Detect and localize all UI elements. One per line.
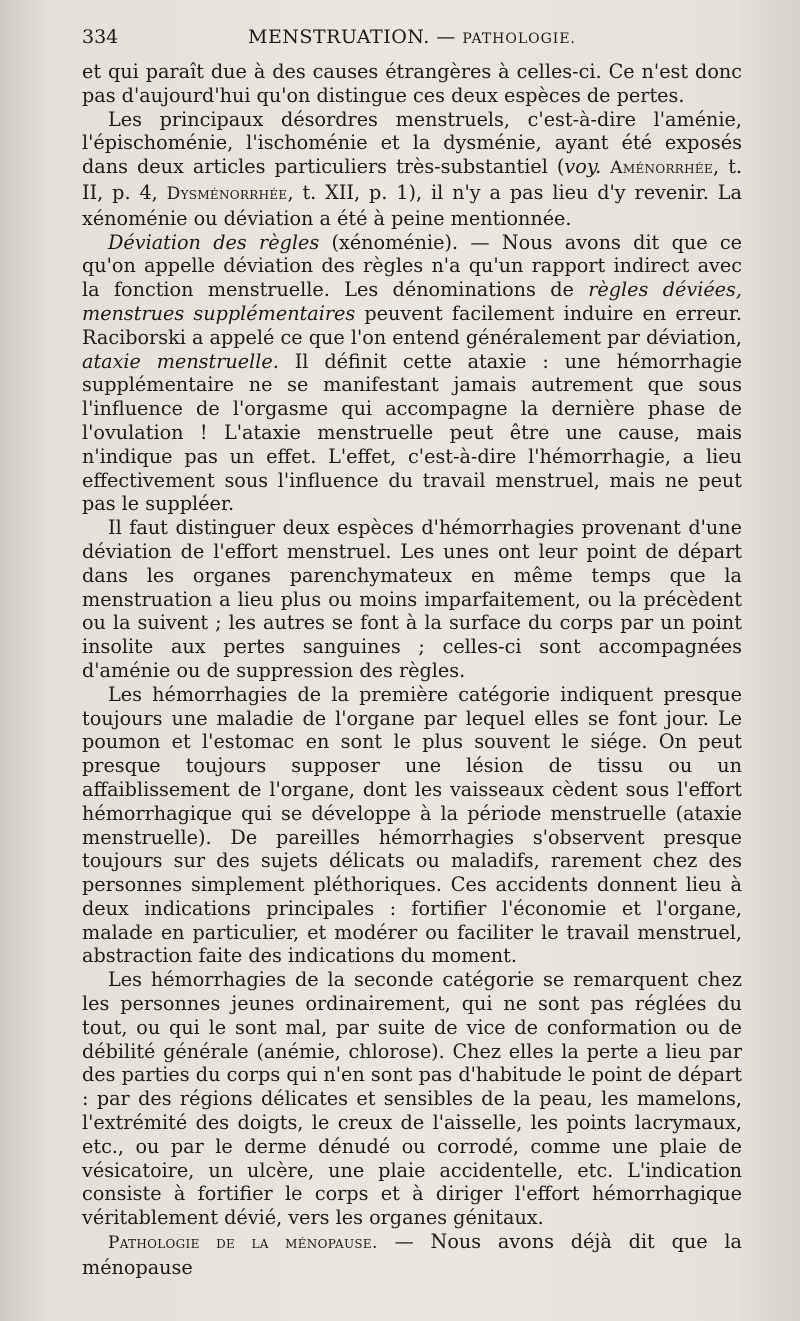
page-number: 334: [82, 26, 119, 48]
paragraph-3-italic-2: ataxie menstruelle.: [82, 349, 279, 373]
paragraph-1: [82, 60, 742, 108]
paragraph-4: [82, 516, 742, 683]
paragraph-3-title: Déviation des règles: [108, 230, 320, 254]
paragraph-3-italic-1: règles déviées, menstrues supplémentaires: [82, 278, 742, 325]
paragraph-5-text: Les hémorrhagies de la première catégorie indiquent presque toujours une maladie de l'organe par lequel elles se font jour. Le poumon et l'estomac en sont le plus souvent le siége. On peut presque toujours supposer une lésion de tissu ou un affaiblissement de l'organe, dont les vaisseaux cèdent sous l'effort hémorrhagique qui se développe à la période menstruelle (ataxie menstruelle). De pareilles hémorrhagies s'observent presque toujours sur des sujets délicats ou maladifs, rarement chez des personnes simplement pléthoriques. Ces accidents donnent lieu à deux indications principales : fortifier l'économie et l'organe, malade en particulier, et modérer ou faciliter le travail menstruel, abstraction faite des indications du moment.: [82, 682, 742, 968]
paragraph-4-text: Il faut distinguer deux espèces d'hémorrhagies provenant d'une déviation de l'effort menstruel. Les unes ont leur point de départ dans les organes parenchymateux en même temps que la menstruation a lieu plus ou moins imparfaitement, ou la précèdent ou la suivent ; les autres se font à la surface du corps par un point insolite aux pertes sanguines ; celles-ci sont accompagnées d'aménie ou de suppression des règles.: [82, 516, 742, 682]
paragraph-2-space: [601, 155, 610, 178]
paragraph-2-text-d: , t. XII, p. 1), il n'y a pas lieu d'y revenir. La xénoménie ou déviation a été à peine mentionnée.: [82, 180, 742, 230]
paragraph-7-title: Pathologie de la ménopause.: [108, 1233, 378, 1254]
paragraph-2-text-c: , t. II, p. 4,: [82, 155, 743, 204]
paragraph-2: [82, 108, 742, 231]
paragraph-2-voy: voy.: [564, 155, 602, 179]
paragraph-7: [82, 1230, 742, 1280]
page-header: [82, 22, 742, 52]
paragraph-1-text: et qui paraît due à des causes étrangères à celles-ci. Ce n'est donc pas d'aujourd'hui qu'on distingue ces deux espèces de pertes.: [82, 60, 742, 107]
paragraph-3-text-a: (xénoménie). — Nous avons dit que ce qu'on appelle déviation des règles n'a qu'un rapport indirect avec la fonction menstruelle. Les dénominations de: [82, 230, 742, 302]
paragraph-2-ref-amenorrhee: Aménorrhée: [610, 158, 714, 179]
paragraph-6: [82, 968, 742, 1230]
paragraph-2-text-a: Les principaux désordres menstruels, c'est-à-dire l'aménie, l'épischoménie, l'ischoménie et la dysménie, ayant été exposés dans deux articles particuliers très-substantiel (: [82, 107, 742, 179]
paragraph-3-text-c: Il définit cette ataxie : une hémorrhagie supplémentaire ne se manifestant jamais autrement que sous l'influence de l'orgasme qui accompagne la dernière phase de l'ovulation ! L'ataxie menstruelle peut être une cause, mais n'indique pas un effet. L'effet, c'est-à-dire l'hémorrhagie, a lieu effectivement sous l'influence du travail menstruel, mais ne peut pas le suppléer.: [82, 349, 742, 516]
paragraph-6-text: Les hémorrhagies de la seconde catégorie se remarquent chez les personnes jeunes ordinairement, qui ne sont pas réglées du tout, ou qui le sont mal, par suite de vice de conformation ou de débilité générale (anémie, chlorose). Chez elles la perte a lieu par des parties du corps qui n'en sont pas d'habitude le point de départ : par des régions délicates et sensibles de la peau, les mamelons, l'extrémité des doigts, le creux de l'aisselle, les points lacrymaux, etc., ou par le derme dénudé ou corrodé, comme une plaie de vésicatoire, un ulcère, une plaie accidentelle, etc. L'indication consiste à fortifier le corps et à diriger l'effort hémorrhagique véritablement dévié, vers les organes génitaux.: [82, 968, 742, 1230]
running-head-section: PATHOLOGIE.: [462, 31, 577, 47]
running-head-dash: —: [436, 26, 456, 48]
page-body: [82, 60, 742, 1280]
paragraph-7-text: — Nous avons déjà dit que la ménopause: [82, 1230, 742, 1279]
running-head: [82, 22, 742, 54]
paragraph-3-text-b: peuvent facilement induire en erreur. Raciborski a appelé ce que l'on entend généralement par déviation,: [82, 301, 743, 349]
paragraph-3: [82, 231, 742, 517]
running-head-title: MENSTRUATION.: [247, 26, 430, 48]
paragraph-5: [82, 683, 742, 969]
paragraph-2-ref-dysmenorrhee: Dysménorrhée: [166, 183, 288, 204]
